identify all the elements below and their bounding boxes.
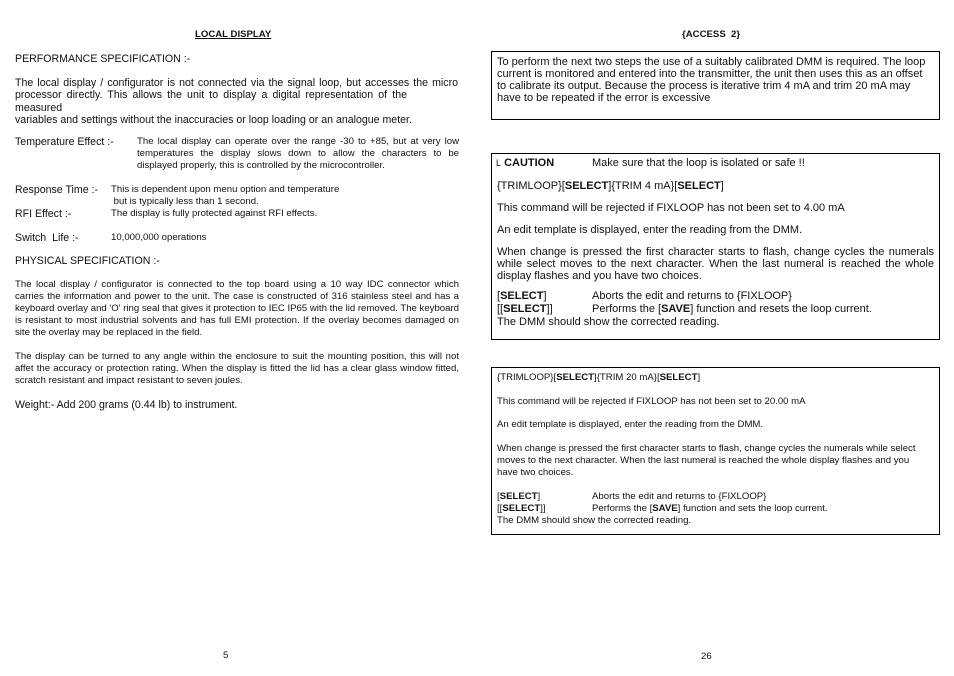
intro-line-2: processor directly. This allows the unit to display a digital representation of the measured: [15, 89, 407, 114]
opt-part: ]: [537, 491, 541, 502]
intro-box-text: To perform the next two steps the use of a suitably calibrated DMM is required. The loop current is monitored and entered into the transmitter, the unit then uses this as an offset to calibrate its output. Because the process is iterative trim 4 mA and trim 20 mA may have to be repeated if the error is excessive: [497, 56, 926, 104]
intro-line-1: The local display / configurator is not connected via the signal loop, but accesses the micro: [15, 77, 458, 89]
dmm-note: The DMM should show the corrected reading.: [497, 316, 720, 328]
option-double-select-text: [592, 303, 872, 315]
opt-key: SELECT: [500, 290, 544, 302]
left-page-number: 5: [223, 650, 229, 661]
intro-line-3: variables and settings without the inaccuracies or loop loading or an analogue meter.: [15, 114, 412, 127]
cmd-part: ]: [720, 180, 724, 192]
trim-4ma-box: [491, 153, 940, 340]
right-heading: {ACCESS 2}: [682, 29, 741, 40]
cmd-part: ]: [697, 372, 701, 383]
change-note: When change is pressed the first character starts to flash, change cycles the numerals while select moves to the next character. When the last numeral is reached the whole display flashes and you have two choices.: [497, 246, 934, 282]
opt-part: ]]: [546, 303, 553, 315]
physical-paragraph-2: The display can be turned to any angle within the enclosure to suit the mounting position, this will not affet the accuracy or protection rating. When the display is fitted the lid has a clear glass window fitted, scratch resistant and impact resistant to seven joules.: [15, 351, 459, 386]
option-double-select: [497, 503, 546, 515]
option-select: [497, 290, 547, 302]
caution-text: Make sure that the loop is isolated or safe !!: [592, 157, 805, 169]
switch-label: Switch Life :-: [15, 232, 79, 244]
cmd-key: SELECT: [677, 180, 721, 192]
response-line-1: This is dependent upon menu option and temperature: [111, 184, 340, 195]
option-select-text: Aborts the edit and returns to {FIXLOOP}: [592, 290, 792, 302]
opt-part: [[: [497, 503, 503, 514]
edit-note: An edit template is displayed, enter the reading from the DMM.: [497, 419, 764, 430]
opt-part: [[: [497, 303, 504, 315]
option-double-select-text: [592, 503, 828, 515]
performance-heading: PERFORMANCE SPECIFICATION :-: [15, 53, 191, 65]
opt-key: SELECT: [503, 303, 547, 315]
opt-text: ] function and sets the loop current.: [677, 503, 828, 514]
change-note: When change is pressed the first character starts to flash, change cycles the numerals while select moves to the next character. When the last numeral is reached the whole display flashes and you have two choices.: [497, 443, 916, 478]
intro-paragraph: [15, 77, 458, 127]
opt-text: ] function and resets the loop current.: [690, 303, 872, 315]
opt-part: [: [497, 491, 500, 502]
edit-note: An edit template is displayed, enter the reading from the DMM.: [497, 224, 803, 236]
caution-row: [496, 157, 554, 169]
save-key: SAVE: [652, 503, 678, 514]
trim-20ma-command: [497, 372, 700, 384]
response-line-2: but is typically less than 1 second.: [111, 196, 259, 207]
opt-part: ]: [543, 290, 547, 302]
trim-4ma-command: [497, 180, 724, 192]
cmd-key: SELECT: [659, 372, 698, 383]
temperature-text: The local display can operate over the range -30 to +85, but at very low temperatures the display slows down to allow the characters to be displayed properly, this is controlled by the microcontroller.: [137, 136, 459, 171]
intro-box: [491, 51, 940, 120]
opt-part: [: [497, 290, 501, 302]
save-key: SAVE: [661, 303, 691, 315]
cmd-part: ]{TRIM 20 mA}[: [594, 372, 660, 383]
cmd-key: SELECT: [564, 180, 609, 192]
trim-20ma-box: [491, 367, 940, 535]
physical-paragraph-1: The local display / configurator is connected to the top board using a 10 way IDC connector which carries the information and power to the unit. The case is constructed of 316 stainless steel and has a keyboard overlay and 'O' ring seal that gives it protection to IEC IP65 with the lid removed. The keyboard is resistant to most industrial solvents and has full EMI protection. If the overlay becomes damaged on site the overlay may be replaced in the field.: [15, 279, 459, 338]
cmd-part: {TRIMLOOP}[: [497, 372, 557, 383]
physical-heading: PHYSICAL SPECIFICATION :-: [15, 255, 160, 267]
option-select: [497, 491, 540, 503]
option-double-select: [497, 303, 553, 315]
cmd-part: {TRIMLOOP}[: [497, 180, 565, 192]
weight-text: Weight:- Add 200 grams (0.44 lb) to instrument.: [15, 399, 238, 411]
opt-key: SELECT: [499, 491, 538, 502]
opt-text: Performs the [: [592, 503, 653, 514]
opt-key: SELECT: [502, 503, 541, 514]
caution-symbol: L: [496, 158, 502, 168]
cmd-part: ]{TRIM 4 mA}[: [608, 180, 678, 192]
reject-note: This command will be rejected if FIXLOOP has not been set to 4.00 mA: [497, 202, 845, 214]
response-label: Response Time :-: [15, 184, 99, 196]
switch-text: 10,000,000 operations: [111, 232, 207, 243]
opt-text: Performs the [: [592, 303, 662, 315]
left-heading: LOCAL DISPLAY: [195, 29, 272, 40]
cmd-key: SELECT: [556, 372, 595, 383]
rfi-text: The display is fully protected against RFI effects.: [111, 208, 318, 219]
caution-label: CAUTION: [504, 157, 555, 169]
rfi-label: RFI Effect :-: [15, 208, 72, 220]
temperature-label: Temperature Effect :-: [15, 136, 114, 148]
option-select-text: Aborts the edit and returns to {FIXLOOP}: [592, 491, 767, 502]
dmm-note: The DMM should show the corrected reading.: [497, 515, 692, 526]
opt-part: ]]: [540, 503, 546, 514]
reject-note: This command will be rejected if FIXLOOP has not been set to 20.00 mA: [497, 396, 806, 407]
right-page-number: 26: [701, 651, 712, 662]
